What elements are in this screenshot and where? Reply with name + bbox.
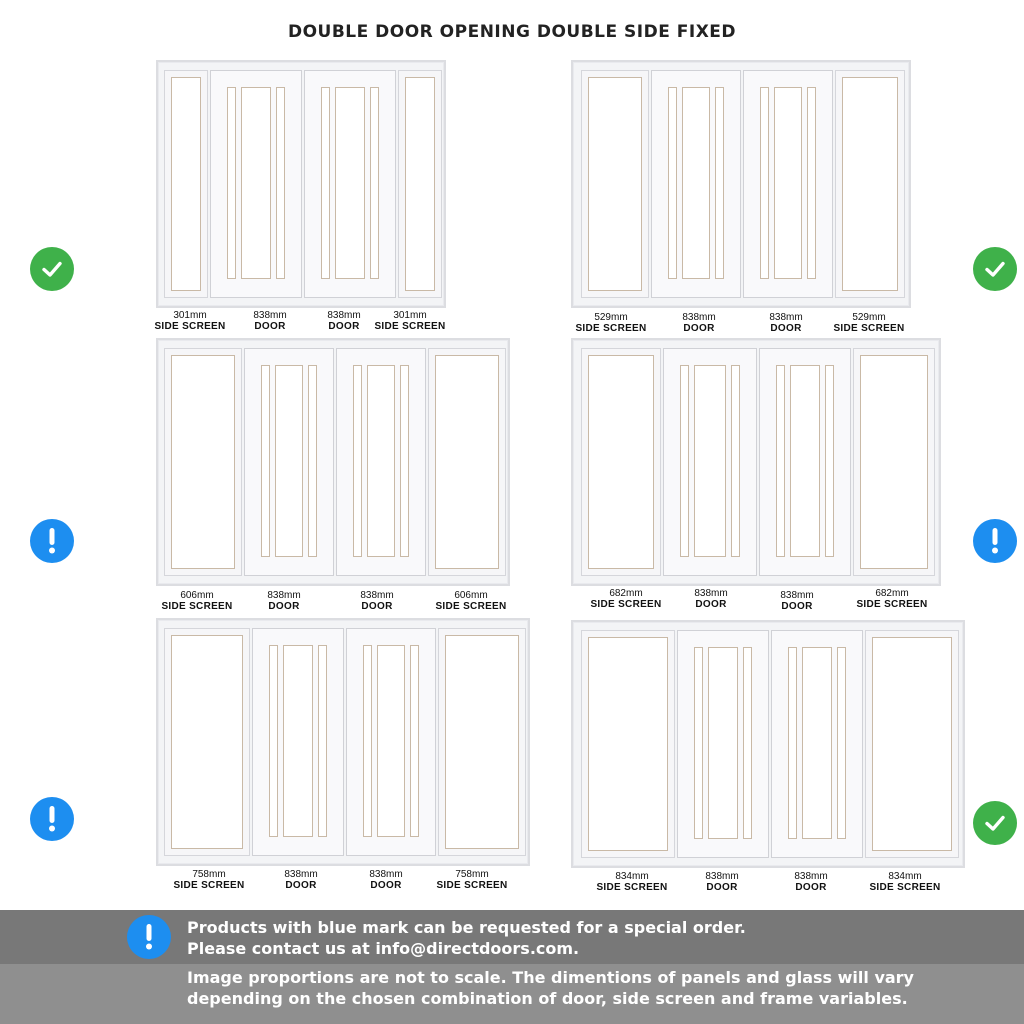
footer-note-line4: depending on the chosen combination of door, side screen and frame variables.	[187, 989, 908, 1008]
check-icon	[973, 247, 1017, 291]
width-value: 838mm	[682, 312, 716, 323]
door-label	[694, 588, 727, 610]
side-screen-panel	[164, 70, 208, 298]
door-label	[682, 312, 715, 334]
door-label	[253, 310, 286, 332]
side-screen-glass	[588, 77, 642, 291]
side-screen-glass	[588, 355, 654, 569]
side-screen-label	[374, 310, 445, 332]
width-value: 838mm	[705, 871, 739, 882]
width-value: 838mm	[284, 869, 318, 880]
panel-type: SIDE SCREEN	[436, 880, 508, 891]
door-glass-light	[227, 87, 236, 279]
width-value: 529mm	[852, 312, 886, 323]
side-screen-label	[173, 869, 244, 891]
door-frame-1	[156, 60, 446, 308]
door-label	[284, 869, 317, 891]
width-value: 834mm	[888, 871, 922, 882]
panel-type: DOOR	[361, 601, 393, 612]
panel-type: DOOR	[770, 323, 802, 334]
width-value: 838mm	[780, 590, 814, 601]
door-glass-light	[825, 365, 834, 557]
door-frame-6	[571, 620, 965, 868]
door-panel	[244, 348, 334, 576]
door-glass-light	[668, 87, 677, 279]
panel-type: SIDE SCREEN	[590, 599, 662, 610]
side-screen-label	[161, 590, 232, 612]
panel-type: DOOR	[254, 321, 286, 332]
door-glass-light	[335, 87, 365, 279]
door-label	[769, 312, 802, 334]
door-glass-light	[269, 645, 278, 837]
footer-exclamation-icon	[127, 915, 171, 959]
door-glass-light	[760, 87, 769, 279]
door-label	[369, 869, 402, 891]
panel-type: DOOR	[795, 882, 827, 893]
width-value: 838mm	[694, 588, 728, 599]
width-value: 838mm	[794, 871, 828, 882]
side-screen-panel	[164, 348, 242, 576]
door-panel	[743, 70, 833, 298]
width-value: 682mm	[609, 588, 643, 599]
panel-type: SIDE SCREEN	[869, 882, 941, 893]
footer-note-line2: Please contact us at info@directdoors.com.	[187, 939, 580, 958]
door-panel	[336, 348, 426, 576]
door-glass-light	[776, 365, 785, 557]
door-glass-light	[807, 87, 816, 279]
side-screen-label	[596, 871, 667, 893]
side-screen-label	[435, 590, 506, 612]
check-icon	[30, 247, 74, 291]
door-panel	[663, 348, 757, 576]
door-glass-light	[363, 645, 372, 837]
side-screen-glass	[435, 355, 499, 569]
exclamation-icon	[30, 797, 74, 841]
side-screen-glass	[405, 77, 435, 291]
side-screen-label	[590, 588, 661, 610]
side-screen-glass	[171, 355, 235, 569]
side-screen-panel	[853, 348, 935, 576]
door-glass-light	[377, 645, 405, 837]
panel-type: DOOR	[695, 599, 727, 610]
door-glass-light	[283, 645, 313, 837]
exclamation-icon	[30, 519, 74, 563]
width-value: 834mm	[615, 871, 649, 882]
door-panel	[651, 70, 741, 298]
side-screen-panel	[164, 628, 250, 856]
door-glass-light	[837, 647, 846, 839]
door-label	[780, 590, 813, 612]
side-screen-label	[154, 310, 225, 332]
exclamation-icon	[973, 519, 1017, 563]
side-screen-glass	[445, 635, 519, 849]
door-glass-light	[682, 87, 710, 279]
side-screen-panel	[581, 630, 675, 858]
panel-type: DOOR	[328, 321, 360, 332]
side-screen-glass	[872, 637, 952, 851]
door-panel	[771, 630, 863, 858]
side-screen-panel	[398, 70, 442, 298]
door-label	[705, 871, 738, 893]
door-glass-light	[743, 647, 752, 839]
width-value: 758mm	[192, 869, 226, 880]
width-value: 606mm	[454, 590, 488, 601]
door-glass-light	[694, 647, 703, 839]
door-panel	[304, 70, 396, 298]
door-glass-light	[400, 365, 409, 557]
panel-type: DOOR	[370, 880, 402, 891]
door-glass-light	[276, 87, 285, 279]
door-glass-light	[353, 365, 362, 557]
door-glass-light	[788, 647, 797, 839]
width-value: 838mm	[369, 869, 403, 880]
panel-type: SIDE SCREEN	[596, 882, 668, 893]
door-glass-light	[308, 365, 317, 557]
side-screen-panel	[865, 630, 959, 858]
width-value: 838mm	[253, 310, 287, 321]
side-screen-glass	[842, 77, 898, 291]
door-frame-5	[156, 618, 530, 866]
width-value: 838mm	[267, 590, 301, 601]
door-glass-light	[241, 87, 271, 279]
panel-type: SIDE SCREEN	[173, 880, 245, 891]
door-glass-light	[318, 645, 327, 837]
side-screen-label	[869, 871, 940, 893]
door-panel	[677, 630, 769, 858]
page-title: DOUBLE DOOR OPENING DOUBLE SIDE FIXED	[287, 22, 737, 42]
side-screen-label	[575, 312, 646, 334]
side-screen-glass	[588, 637, 668, 851]
door-glass-light	[410, 645, 419, 837]
door-glass-light	[261, 365, 270, 557]
door-frame-3	[156, 338, 510, 586]
check-icon	[973, 801, 1017, 845]
width-value: 682mm	[875, 588, 909, 599]
width-value: 838mm	[327, 310, 361, 321]
side-screen-label	[436, 869, 507, 891]
panel-type: SIDE SCREEN	[856, 599, 928, 610]
door-glass-light	[715, 87, 724, 279]
panel-type: SIDE SCREEN	[154, 321, 226, 332]
door-label	[360, 590, 393, 612]
door-glass-light	[774, 87, 802, 279]
panel-type: DOOR	[683, 323, 715, 334]
door-panel	[210, 70, 302, 298]
panel-type: DOOR	[706, 882, 738, 893]
door-label	[794, 871, 827, 893]
width-value: 606mm	[180, 590, 214, 601]
side-screen-panel	[581, 70, 649, 298]
door-frame-4	[571, 338, 941, 586]
panel-type: DOOR	[285, 880, 317, 891]
side-screen-label	[833, 312, 904, 334]
door-glass-light	[802, 647, 832, 839]
side-screen-glass	[860, 355, 928, 569]
width-value: 838mm	[360, 590, 394, 601]
door-glass-light	[275, 365, 303, 557]
side-screen-label	[856, 588, 927, 610]
door-panel	[346, 628, 436, 856]
door-panel	[252, 628, 344, 856]
door-glass-light	[694, 365, 726, 557]
side-screen-panel	[438, 628, 526, 856]
width-value: 529mm	[594, 312, 628, 323]
door-glass-light	[708, 647, 738, 839]
footer-note-line3: Image proportions are not to scale. The dimentions of panels and glass will vary	[187, 968, 914, 987]
footer-note-line1: Products with blue mark can be requested for a special order.	[187, 918, 746, 937]
door-glass-light	[680, 365, 689, 557]
side-screen-glass	[171, 77, 201, 291]
panel-type: SIDE SCREEN	[435, 601, 507, 612]
door-glass-light	[321, 87, 330, 279]
width-value: 758mm	[455, 869, 489, 880]
panel-type: SIDE SCREEN	[161, 601, 233, 612]
panel-type: SIDE SCREEN	[833, 323, 905, 334]
door-label	[267, 590, 300, 612]
door-glass-light	[790, 365, 820, 557]
panel-type: SIDE SCREEN	[374, 321, 446, 332]
side-screen-panel	[428, 348, 506, 576]
side-screen-glass	[171, 635, 243, 849]
door-frame-2	[571, 60, 911, 308]
side-screen-panel	[835, 70, 905, 298]
door-label	[327, 310, 360, 332]
door-panel	[759, 348, 851, 576]
panel-type: DOOR	[781, 601, 813, 612]
door-glass-light	[367, 365, 395, 557]
door-glass-light	[370, 87, 379, 279]
door-glass-light	[731, 365, 740, 557]
panel-type: SIDE SCREEN	[575, 323, 647, 334]
width-value: 301mm	[173, 310, 207, 321]
width-value: 838mm	[769, 312, 803, 323]
width-value: 301mm	[393, 310, 427, 321]
panel-type: DOOR	[268, 601, 300, 612]
side-screen-panel	[581, 348, 661, 576]
